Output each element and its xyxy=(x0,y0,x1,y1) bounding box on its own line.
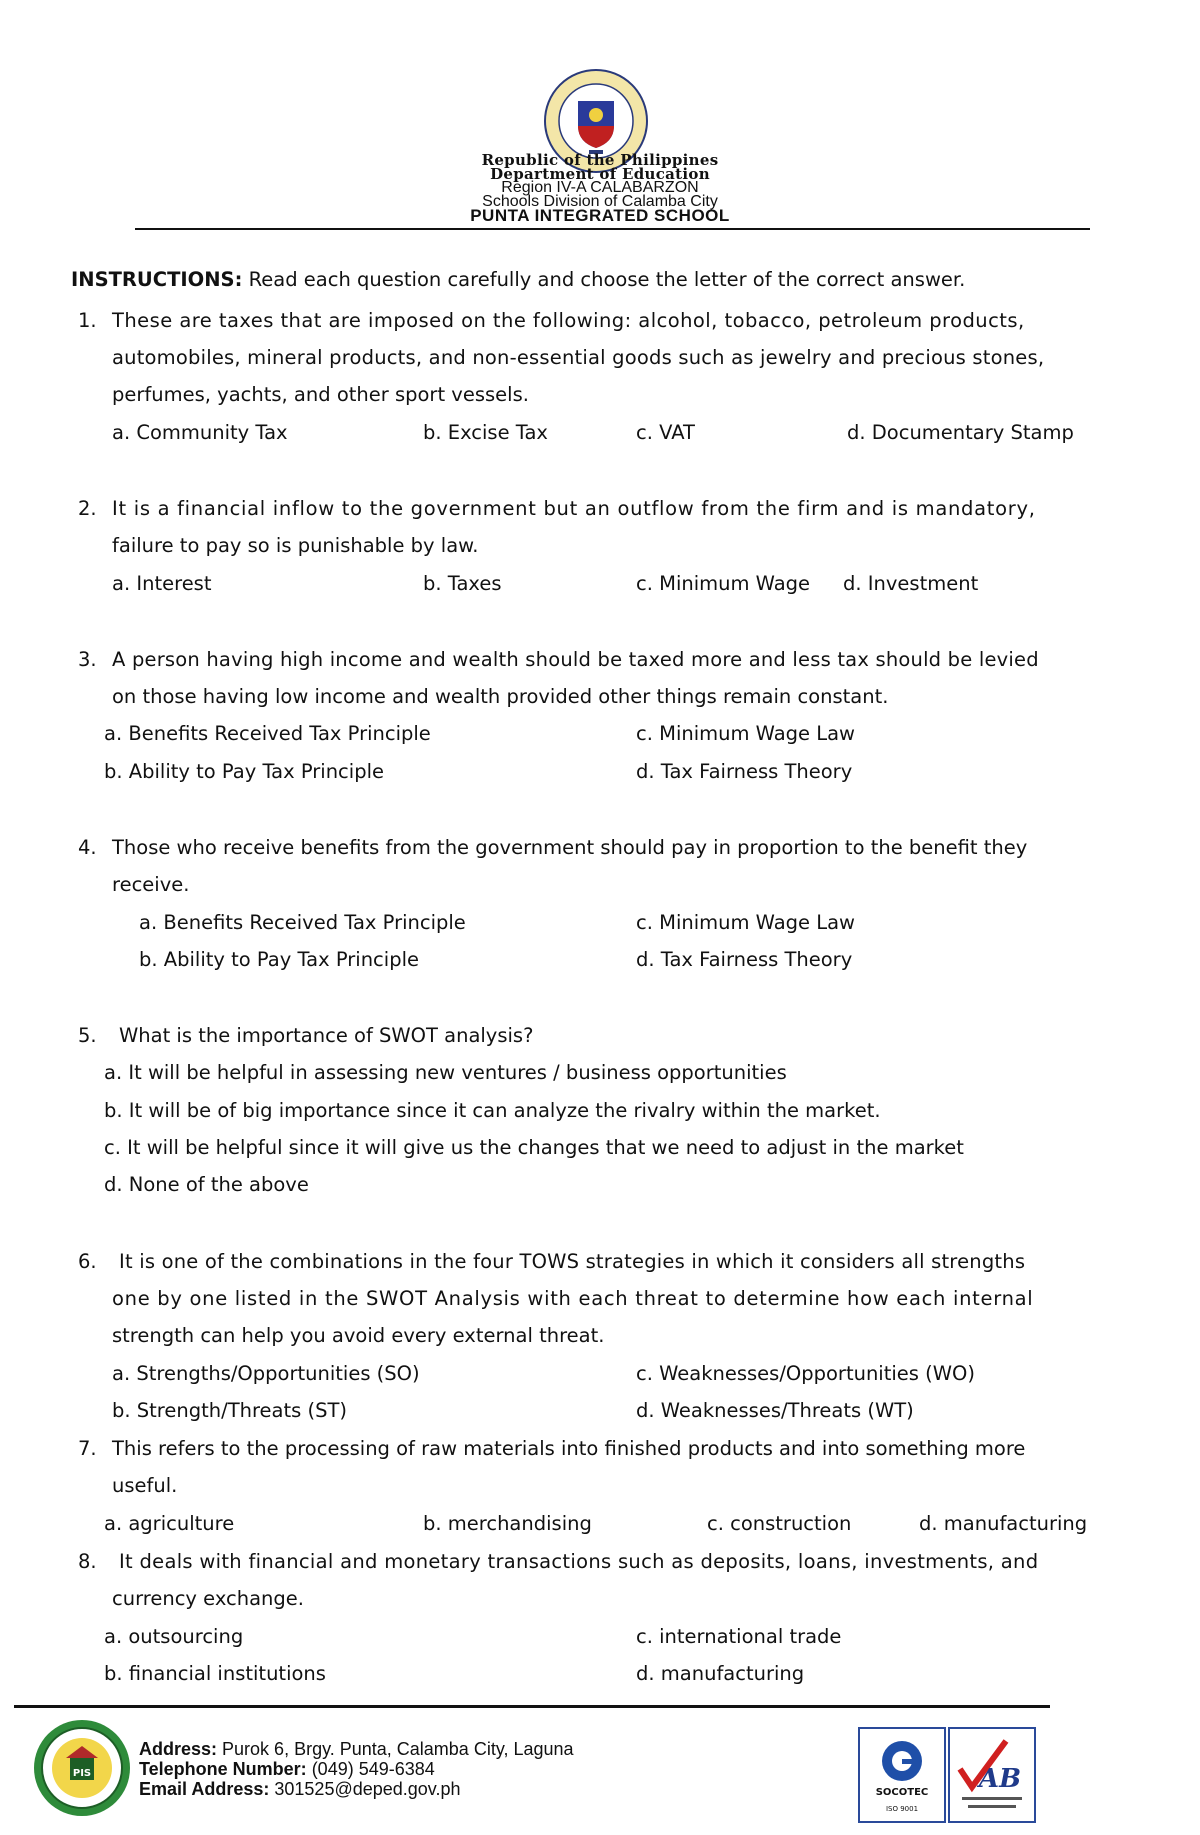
question-number: 2. xyxy=(78,497,97,520)
question-text-line: on those having low income and wealth provided other things remain constant. xyxy=(112,685,889,708)
answer-choice[interactable]: a. Community Tax xyxy=(112,421,288,444)
answer-choice[interactable]: d. Tax Fairness Theory xyxy=(636,948,853,971)
answer-choice[interactable]: d. Tax Fairness Theory xyxy=(636,760,853,783)
socotec-label: SOCOTEC xyxy=(875,1787,929,1798)
answer-choice[interactable]: d. manufacturing xyxy=(636,1662,805,1685)
answer-choice[interactable]: a. Benefits Received Tax Principle xyxy=(104,722,431,745)
answer-choice[interactable]: c. Minimum Wage Law xyxy=(636,911,856,934)
footer-email xyxy=(139,1779,461,1800)
question-text-line: failure to pay so is punishable by law. xyxy=(112,534,479,557)
answer-choice[interactable]: b. merchandising xyxy=(423,1512,592,1535)
instructions-label: INSTRUCTIONS: xyxy=(71,268,243,291)
answer-choice[interactable]: c. It will be helpful since it will give us the changes that we need to adjust in the market xyxy=(104,1136,964,1159)
question-text-line: It is a financial inflow to the government but an outflow from the firm and is mandatory, xyxy=(112,497,1036,520)
footer-phone xyxy=(139,1759,435,1780)
answer-choice[interactable]: b. Strength/Threats (ST) xyxy=(112,1399,348,1422)
question-text-line: This refers to the processing of raw materials into finished products and into something more xyxy=(112,1437,1026,1460)
question-text-line: one by one listed in the SWOT Analysis with each threat to determine how each internal xyxy=(112,1287,1034,1310)
ab-accreditation-badge xyxy=(948,1727,1036,1823)
question-text-line: receive. xyxy=(112,873,190,896)
header-rule xyxy=(135,228,1090,230)
ab-label: AB xyxy=(978,1764,1022,1794)
question-text-line: perfumes, yachts, and other sport vessels. xyxy=(112,383,529,406)
header-division: Schools Division of Calamba City xyxy=(482,193,718,210)
answer-choice[interactable]: c. VAT xyxy=(636,421,695,444)
answer-choice[interactable]: a. Interest xyxy=(112,572,212,595)
answer-choice[interactable]: b. Excise Tax xyxy=(423,421,548,444)
footer-address-value: Purok 6, Brgy. Punta, Calamba City, Laguna xyxy=(217,1739,574,1759)
answer-choice[interactable]: a. Strengths/Opportunities (SO) xyxy=(112,1362,420,1385)
answer-choice[interactable]: a. Benefits Received Tax Principle xyxy=(139,911,466,934)
answer-choice[interactable]: b. Taxes xyxy=(423,572,502,595)
footer-address-label: Address: xyxy=(139,1739,218,1759)
answer-choice[interactable]: c. Weaknesses/Opportunities (WO) xyxy=(636,1362,975,1385)
question-text-line: currency exchange. xyxy=(112,1587,304,1610)
header-school: PUNTA INTEGRATED SCHOOL xyxy=(470,206,730,225)
header-department: Department of Education xyxy=(490,165,710,183)
question-text-line: A person having high income and wealth should be taxed more and less tax should be levied xyxy=(112,648,1039,671)
footer-email-label: Email Address: xyxy=(139,1779,270,1799)
answer-choice[interactable]: d. Weaknesses/Threats (WT) xyxy=(636,1399,914,1422)
question-text-line: It is one of the combinations in the four TOWS strategies in which it considers all strengths xyxy=(119,1250,1026,1273)
question-text-line: Those who receive benefits from the government should pay in proportion to the benefit they xyxy=(112,836,1028,859)
question-number: 1. xyxy=(78,309,97,332)
answer-choice[interactable]: d. Documentary Stamp xyxy=(847,421,1074,444)
question-number: 4. xyxy=(78,836,97,859)
question-text-line: What is the importance of SWOT analysis? xyxy=(119,1024,534,1047)
answer-choice[interactable]: b. financial institutions xyxy=(104,1662,326,1685)
footer-email-value: 301525@deped.gov.ph xyxy=(269,1779,461,1799)
answer-choice[interactable]: d. Investment xyxy=(843,572,979,595)
answer-choice[interactable]: b. Ability to Pay Tax Principle xyxy=(139,948,419,971)
question-text-line: These are taxes that are imposed on the following: alcohol, tobacco, petroleum products, xyxy=(112,309,1025,332)
question-text-line: It deals with financial and monetary transactions such as deposits, loans, investments, and xyxy=(119,1550,1039,1573)
question-text-line: useful. xyxy=(112,1474,178,1497)
answer-choice[interactable]: a. agriculture xyxy=(104,1512,235,1535)
question-number: 3. xyxy=(78,648,97,671)
answer-choice[interactable]: a. outsourcing xyxy=(104,1625,244,1648)
answer-choice[interactable]: c. construction xyxy=(707,1512,852,1535)
footer-address xyxy=(139,1739,574,1760)
answer-choice[interactable]: a. It will be helpful in assessing new ventures / business opportunities xyxy=(104,1061,787,1084)
header-republic: Republic of the Philippines xyxy=(481,151,719,169)
question-number: 8. xyxy=(78,1550,97,1573)
answer-choice[interactable]: d. None of the above xyxy=(104,1173,309,1196)
answer-choice[interactable]: c. Minimum Wage xyxy=(636,572,811,595)
question-number: 5. xyxy=(78,1024,97,1047)
footer-phone-label: Telephone Number: xyxy=(139,1759,307,1779)
question-text-line: automobiles, mineral products, and non-essential goods such as jewelry and precious stones, xyxy=(112,346,1045,369)
answer-choice[interactable]: c. international trade xyxy=(636,1625,842,1648)
socotec-certification-badge xyxy=(858,1727,946,1823)
school-logo xyxy=(32,1718,132,1818)
iso-label: ISO 9001 xyxy=(885,1805,919,1813)
instructions xyxy=(71,268,965,291)
answer-choice[interactable]: c. Minimum Wage Law xyxy=(636,722,856,745)
answer-choice[interactable]: d. manufacturing xyxy=(919,1512,1088,1535)
instructions-text: Read each question carefully and choose the letter of the correct answer. xyxy=(242,268,966,291)
svg-text:PIS: PIS xyxy=(72,1768,92,1779)
question-text-line: strength can help you avoid every external threat. xyxy=(112,1324,605,1347)
header-region: Region IV-A CALABARZON xyxy=(501,179,699,196)
footer-phone-value: (049) 549-6384 xyxy=(306,1759,435,1779)
footer-rule xyxy=(14,1705,1050,1708)
question-number: 7. xyxy=(78,1437,97,1460)
question-number: 6. xyxy=(78,1250,97,1273)
answer-choice[interactable]: b. It will be of big importance since it can analyze the rivalry within the market. xyxy=(104,1099,881,1122)
answer-choice[interactable]: b. Ability to Pay Tax Principle xyxy=(104,760,384,783)
